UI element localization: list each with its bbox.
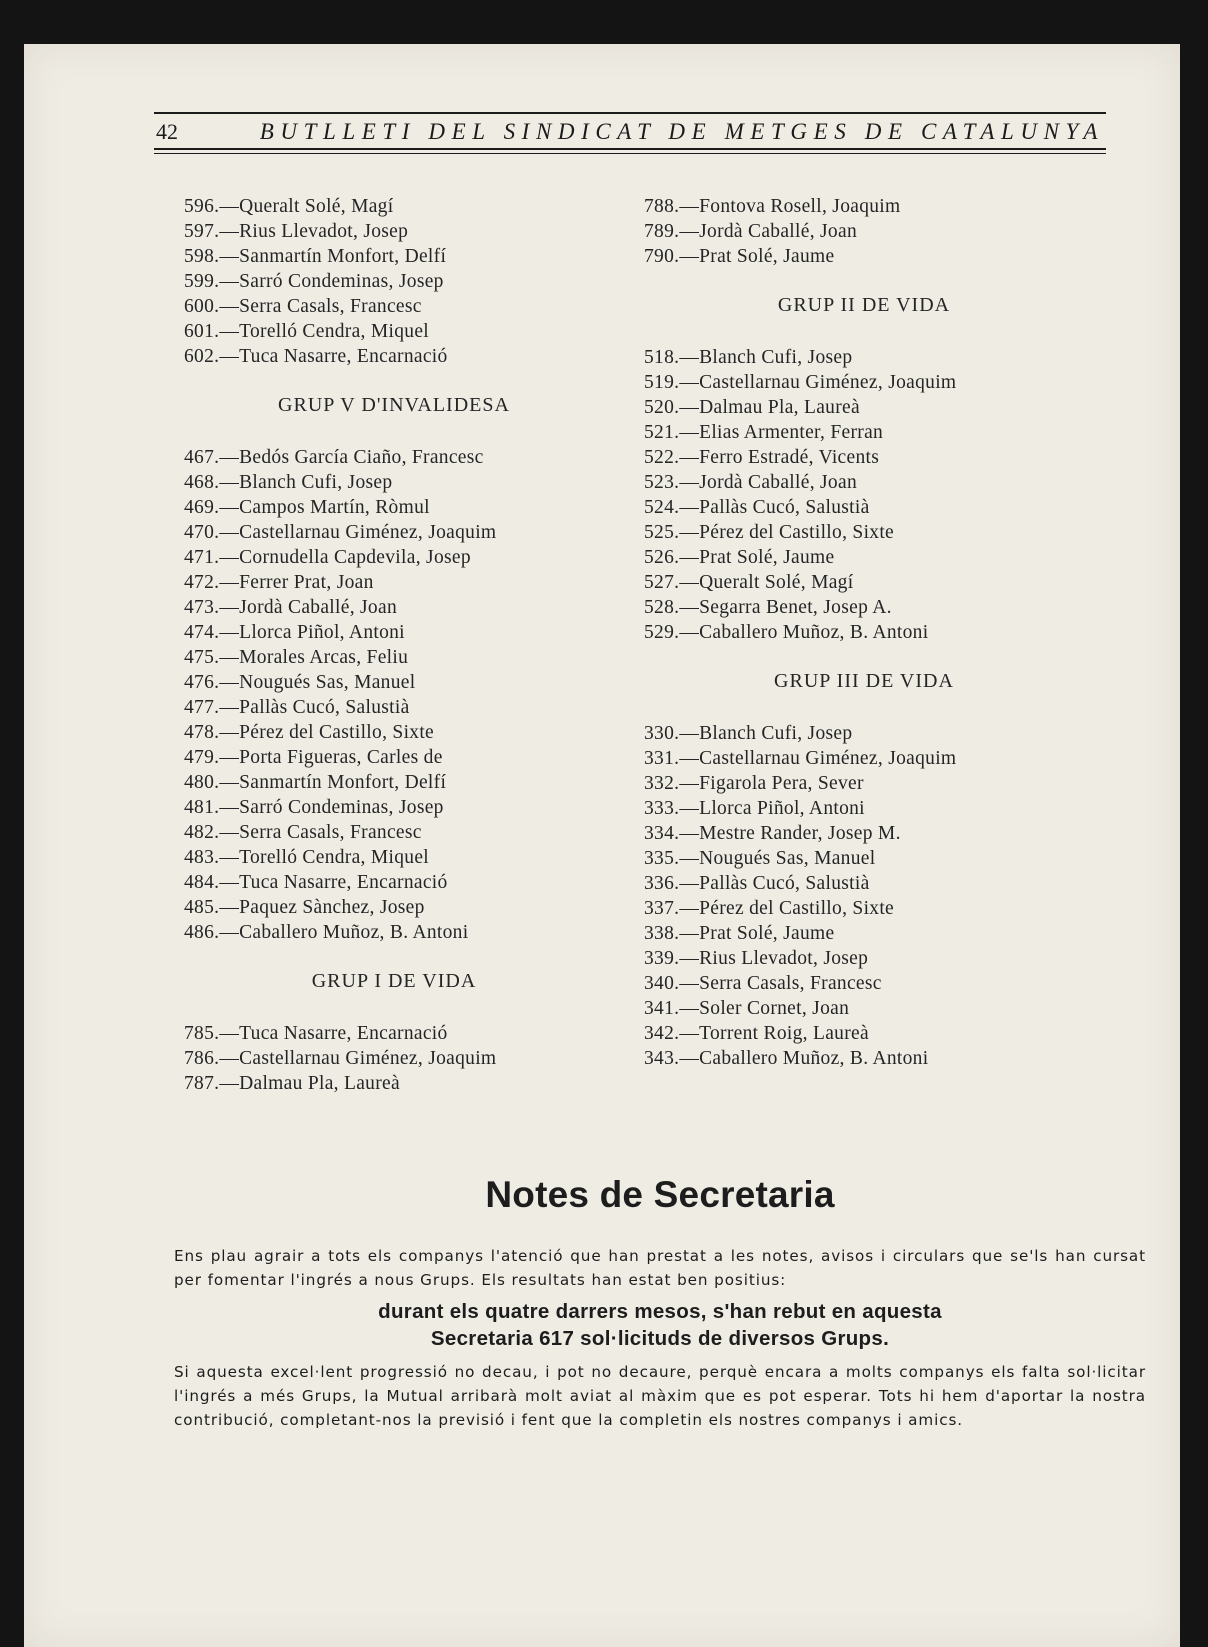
list-item: 469.—Campos Martín, Ròmul [184,497,430,518]
list-item: 527.—Queralt Solé, Magí [644,572,854,593]
list-item: 524.—Pallàs Cucó, Salustià [644,497,870,518]
group-title-grup-i-vida: GRUP I DE VIDA [311,970,477,992]
list-item: 336.—Pallàs Cucó, Salustià [644,873,870,894]
list-item: 341.—Soler Cornet, Joan [644,998,850,1019]
list-item: 338.—Prat Solé, Jaume [644,923,835,944]
notes-highlight-line-2: Secretaria 617 sol·licituds de diversos Grups. [430,1327,890,1350]
header-row [154,114,1106,148]
list-item: 467.—Bedós García Ciaño, Francesc [184,447,484,468]
list-item: 598.—Sanmartín Monfort, Delfí [184,246,447,267]
list-item: 518.—Blanch Cufi, Josep [644,347,853,368]
list-item: 337.—Pérez del Castillo, Sixte [644,898,895,919]
list-item: 482.—Serra Casals, Francesc [184,822,422,843]
list-item: 523.—Jordà Caballé, Joan [644,472,857,493]
header-bottom-rule [154,148,1106,150]
group-grup-iii-vida-entries [644,721,1084,1071]
list-item: 331.—Castellarnau Giménez, Joaquim [644,748,957,769]
list-item: 526.—Prat Solé, Jaume [644,547,835,568]
list-item: 529.—Caballero Muñoz, B. Antoni [644,622,929,643]
list-item: 785.—Tuca Nasarre, Encarnació [184,1023,448,1044]
list-item: 597.—Rius Llevadot, Josep [184,221,409,242]
list-item: 330.—Blanch Cufi, Josep [644,723,853,744]
list-item: 335.—Nougués Sas, Manuel [644,848,876,869]
list-item: 473.—Jordà Caballé, Joan [184,597,397,618]
list-item: 485.—Paquez Sànchez, Josep [184,897,425,918]
notes-title: Notes de Secretaria [485,1174,835,1215]
list-item: 472.—Ferrer Prat, Joan [184,572,374,593]
list-item: 481.—Sarró Condeminas, Josep [184,797,444,818]
list-item: 483.—Torelló Cendra, Miquel [184,847,430,868]
group-title-grup-iii-vida: GRUP III DE VIDA [774,670,954,692]
list-item: 343.—Caballero Muñoz, B. Antoni [644,1048,929,1069]
list-item: 474.—Llorca Piñol, Antoni [184,622,405,643]
list-item: 342.—Torrent Roig, Laureà [644,1023,869,1044]
list-item: 479.—Porta Figueras, Carles de [184,747,443,768]
group-title-grup-ii-vida: GRUP II DE VIDA [777,294,951,316]
list-item: 486.—Caballero Muñoz, B. Antoni [184,922,469,943]
list-item: 478.—Pérez del Castillo, Sixte [184,722,435,743]
list-item: 790.—Prat Solé, Jaume [644,246,835,267]
list-item: 599.—Sarró Condeminas, Josep [184,271,444,292]
notes-highlight-line-1: durant els quatre darrers mesos, s'han rebut en aquesta [378,1300,942,1323]
page-header [154,112,1106,154]
journal-title: BUTLLETI DEL SINDICAT DE METGES DE CATALUNYA [259,119,1104,144]
list-item: 602.—Tuca Nasarre, Encarnació [184,346,448,367]
list-item: 480.—Sanmartín Monfort, Delfí [184,772,447,793]
notes-highlight [174,1298,1146,1352]
list-item: 520.—Dalmau Pla, Laureà [644,397,860,418]
list-item: 525.—Pérez del Castillo, Sixte [644,522,895,543]
list-item: 339.—Rius Llevadot, Josep [644,948,869,969]
list-item: 334.—Mestre Rander, Josep M. [644,823,901,844]
notes-paragraph-2: Si aquesta excel·lent progressió no decau, i pot no decaure, perquè encara a molts companys els falta sol·licitar l'ingrés a més Grups, la Mutual arribarà molt aviat al màxim que es pot esperar. Tots hi hem d'aportar la nostra contribució, completant-nos la previsió i fent que la completin els nostres companys i amics. [174,1363,1146,1429]
group-grup-i-vida-entries [184,1021,604,1096]
list-item: 788.—Fontova Rosell, Joaquim [644,196,901,217]
list-item: 484.—Tuca Nasarre, Encarnació [184,872,448,893]
notes-section [174,1174,1146,1432]
document-page [24,44,1180,1647]
list-item: 521.—Elias Armenter, Ferran [644,422,884,443]
right-column [644,194,1084,1071]
list-item: 786.—Castellarnau Giménez, Joaquim [184,1048,497,1069]
list-item: 470.—Castellarnau Giménez, Joaquim [184,522,497,543]
list-item: 477.—Pallàs Cucó, Salustià [184,697,410,718]
member-lists [24,194,1180,1154]
list-item: 476.—Nougués Sas, Manuel [184,672,416,693]
list-item: 522.—Ferro Estradé, Vicents [644,447,880,468]
left-column [184,194,604,1096]
list-item: 340.—Serra Casals, Francesc [644,973,882,994]
notes-paragraph-1: Ens plau agrair a tots els companys l'atenció que han prestat a les notes, avisos i circulars que se'ls han cursat per fomentar l'ingrés a nous Grups. Els resultats han estat ben positius: [174,1247,1146,1289]
list-item: 468.—Blanch Cufi, Josep [184,472,393,493]
list-item: 332.—Figarola Pera, Sever [644,773,864,794]
list-item: 333.—Llorca Piñol, Antoni [644,798,865,819]
left-top-entries [184,194,604,369]
list-item: 789.—Jordà Caballé, Joan [644,221,857,242]
group-title-grup-v-invalidesa: GRUP V D'INVALIDESA [278,394,510,416]
list-item: 601.—Torelló Cendra, Miquel [184,321,430,342]
list-item: 519.—Castellarnau Giménez, Joaquim [644,372,957,393]
right-top-entries [644,194,1084,269]
group-grup-v-invalidesa-entries [184,445,604,945]
header-bottom-rule-thin [154,153,1106,154]
list-item: 528.—Segarra Benet, Josep A. [644,597,892,618]
list-item: 596.—Queralt Solé, Magí [184,196,394,217]
group-grup-ii-vida-entries [644,345,1084,645]
page-number: 42 [156,119,178,144]
list-item: 600.—Serra Casals, Francesc [184,296,422,317]
list-item: 471.—Cornudella Capdevila, Josep [184,547,471,568]
list-item: 475.—Morales Arcas, Feliu [184,647,409,668]
list-item: 787.—Dalmau Pla, Laureà [184,1073,400,1094]
